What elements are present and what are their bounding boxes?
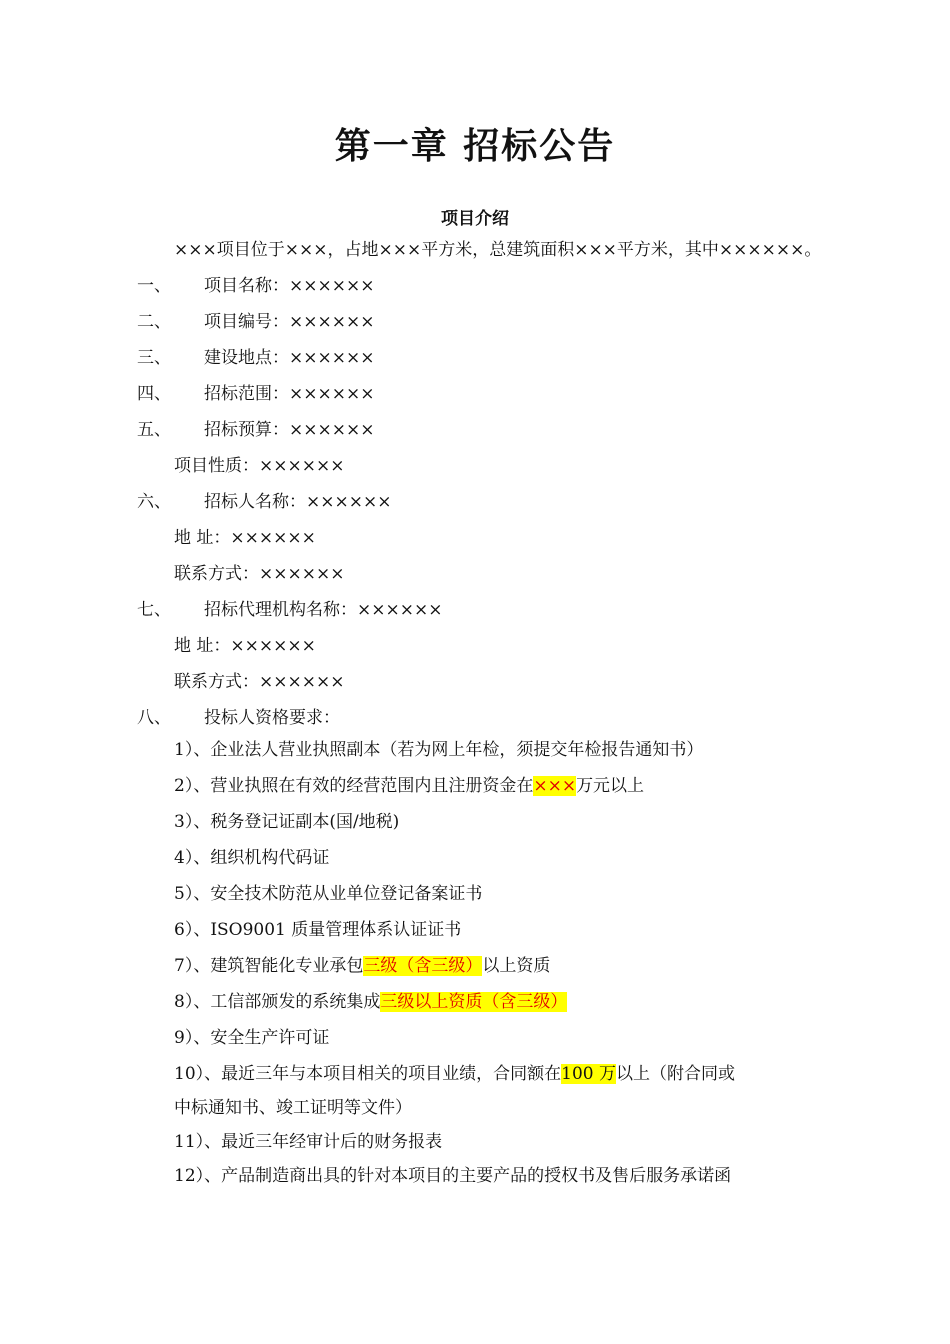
requirement-item: 12）、产品制造商出具的针对本项目的主要产品的授权书及售后服务承诺函	[174, 1166, 732, 1186]
requirement-text: 万元以上	[576, 776, 645, 796]
section-subtitle: 项目介绍	[441, 209, 509, 229]
requirement-item	[174, 1062, 735, 1086]
section-text: 招标范围：××××××	[204, 384, 375, 404]
project-nature: 项目性质：××××××	[174, 456, 345, 476]
requirement-item	[174, 990, 567, 1014]
section-number: 一、	[137, 276, 171, 296]
tenderer-contact: 联系方式：××××××	[174, 564, 345, 584]
requirement-item	[174, 774, 644, 798]
section-number: 四、	[137, 384, 171, 404]
requirement-text: 10）、最近三年与本项目相关的项目业绩，合同额在	[174, 1064, 562, 1084]
section-number: 五、	[137, 420, 171, 440]
highlighted-text: 三级（含三级）	[363, 956, 483, 976]
requirement-text: 2）、营业执照在有效的经营范围内且注册资金在	[174, 776, 534, 796]
requirement-text: 以上资质	[482, 956, 551, 976]
section-text: 投标人资格要求：	[204, 708, 340, 728]
requirement-item: 1）、企业法人营业执照副本（若为网上年检，须提交年检报告通知书）	[174, 740, 704, 760]
requirement-item: 6）、ISO9001 质量管理体系认证证书	[174, 920, 462, 940]
section-text: 建设地点：××××××	[204, 348, 375, 368]
requirement-item: 3）、税务登记证副本(国/地税)	[174, 812, 400, 832]
section-text: 招标代理机构名称：××××××	[204, 600, 443, 620]
requirement-item: 5）、安全技术防范从业单位登记备案证书	[174, 884, 483, 904]
section-text: 项目编号：××××××	[204, 312, 375, 332]
requirement-text: 8）、工信部颁发的系统集成	[174, 992, 381, 1012]
requirement-item: 9）、安全生产许可证	[174, 1028, 330, 1048]
section-number: 八、	[137, 708, 171, 728]
chapter-title: 第一章 招标公告	[334, 125, 616, 167]
highlighted-text: 三级以上资质（含三级）	[380, 992, 568, 1012]
section-number: 二、	[137, 312, 171, 332]
requirement-item	[174, 954, 550, 978]
intro-paragraph: ×××项目位于×××，占地×××平方米，总建筑面积×××平方米，其中××××××。	[174, 240, 822, 260]
requirement-text: 7）、建筑智能化专业承包	[174, 956, 364, 976]
requirement-item: 11）、最近三年经审计后的财务报表	[174, 1132, 443, 1152]
section-text: 招标人名称：××××××	[204, 492, 392, 512]
requirement-continuation: 中标通知书、竣工证明等文件）	[174, 1098, 412, 1118]
highlighted-text: 100 万	[561, 1064, 616, 1084]
requirement-item: 4）、组织机构代码证	[174, 848, 330, 868]
section-number: 三、	[137, 348, 171, 368]
requirement-text: 以上（附合同或	[616, 1064, 735, 1084]
agency-contact: 联系方式：××××××	[174, 672, 345, 692]
tenderer-address: 地 址：××××××	[174, 528, 316, 548]
section-number: 七、	[137, 600, 171, 620]
section-text: 招标预算：××××××	[204, 420, 375, 440]
agency-address: 地 址：××××××	[174, 636, 316, 656]
section-text: 项目名称：××××××	[204, 276, 375, 296]
highlighted-text: ×××	[533, 776, 577, 796]
section-number: 六、	[137, 492, 171, 512]
